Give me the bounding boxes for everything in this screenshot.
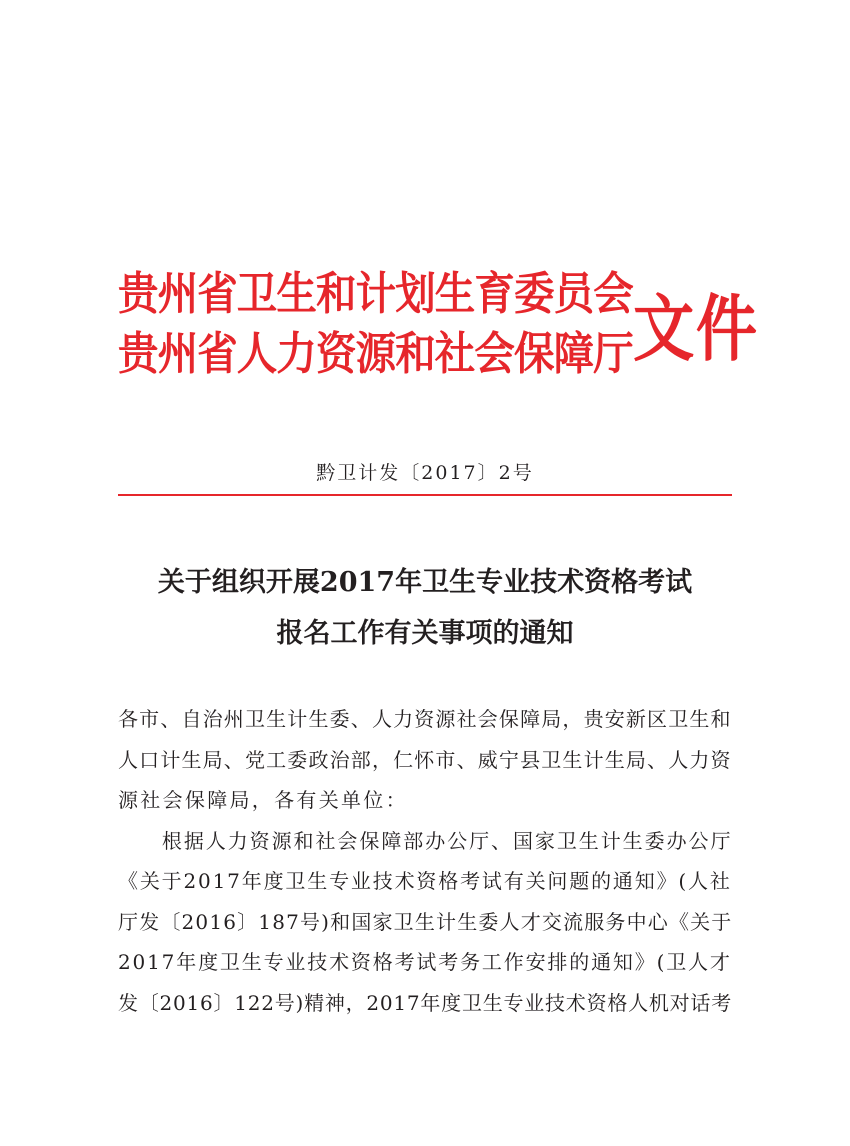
red-divider-line bbox=[118, 494, 732, 496]
body-line: 发〔2016〕122号)精神，2017年度卫生专业技术资格人机对话考 bbox=[118, 990, 732, 1015]
document-number: 黔卫计发〔2017〕2号 bbox=[316, 462, 534, 484]
body-line: 各市、自治州卫生计生委、人力资源社会保障局，贵安新区卫生和 bbox=[118, 707, 732, 731]
document-title-line-1: 关于组织开展2017年卫生专业技术资格考试 bbox=[157, 567, 693, 598]
body-line: 《关于2017年度卫生专业技术资格考试有关问题的通知》(人社 bbox=[118, 869, 732, 893]
body-line: 人口计生局、党工委政治部，仁怀市、威宁县卫生计生局、人力资 bbox=[118, 747, 732, 772]
body-line: 根据人力资源和社会保障部办公厅、国家卫生计生委办公厅 bbox=[118, 828, 733, 853]
document-kind-label: 文件 bbox=[633, 287, 759, 371]
red-header bbox=[118, 258, 759, 398]
document-title-line-2: 报名工作有关事项的通知 bbox=[276, 618, 574, 649]
document-body bbox=[118, 699, 732, 1029]
issuer-name-health-commission: 贵州省卫生和计划生育委员会 bbox=[118, 267, 633, 320]
body-line: 源社会保障局，各有关单位： bbox=[118, 788, 408, 812]
issuer-name-human-resources: 贵州省人力资源和社会保障厅 bbox=[118, 327, 633, 380]
body-line: 厅发〔2016〕187号)和国家卫生计生委人才交流服务中心《关于 bbox=[118, 909, 733, 934]
body-line: 2017年度卫生专业技术资格考试考务工作安排的通知》(卫人才 bbox=[118, 950, 732, 974]
